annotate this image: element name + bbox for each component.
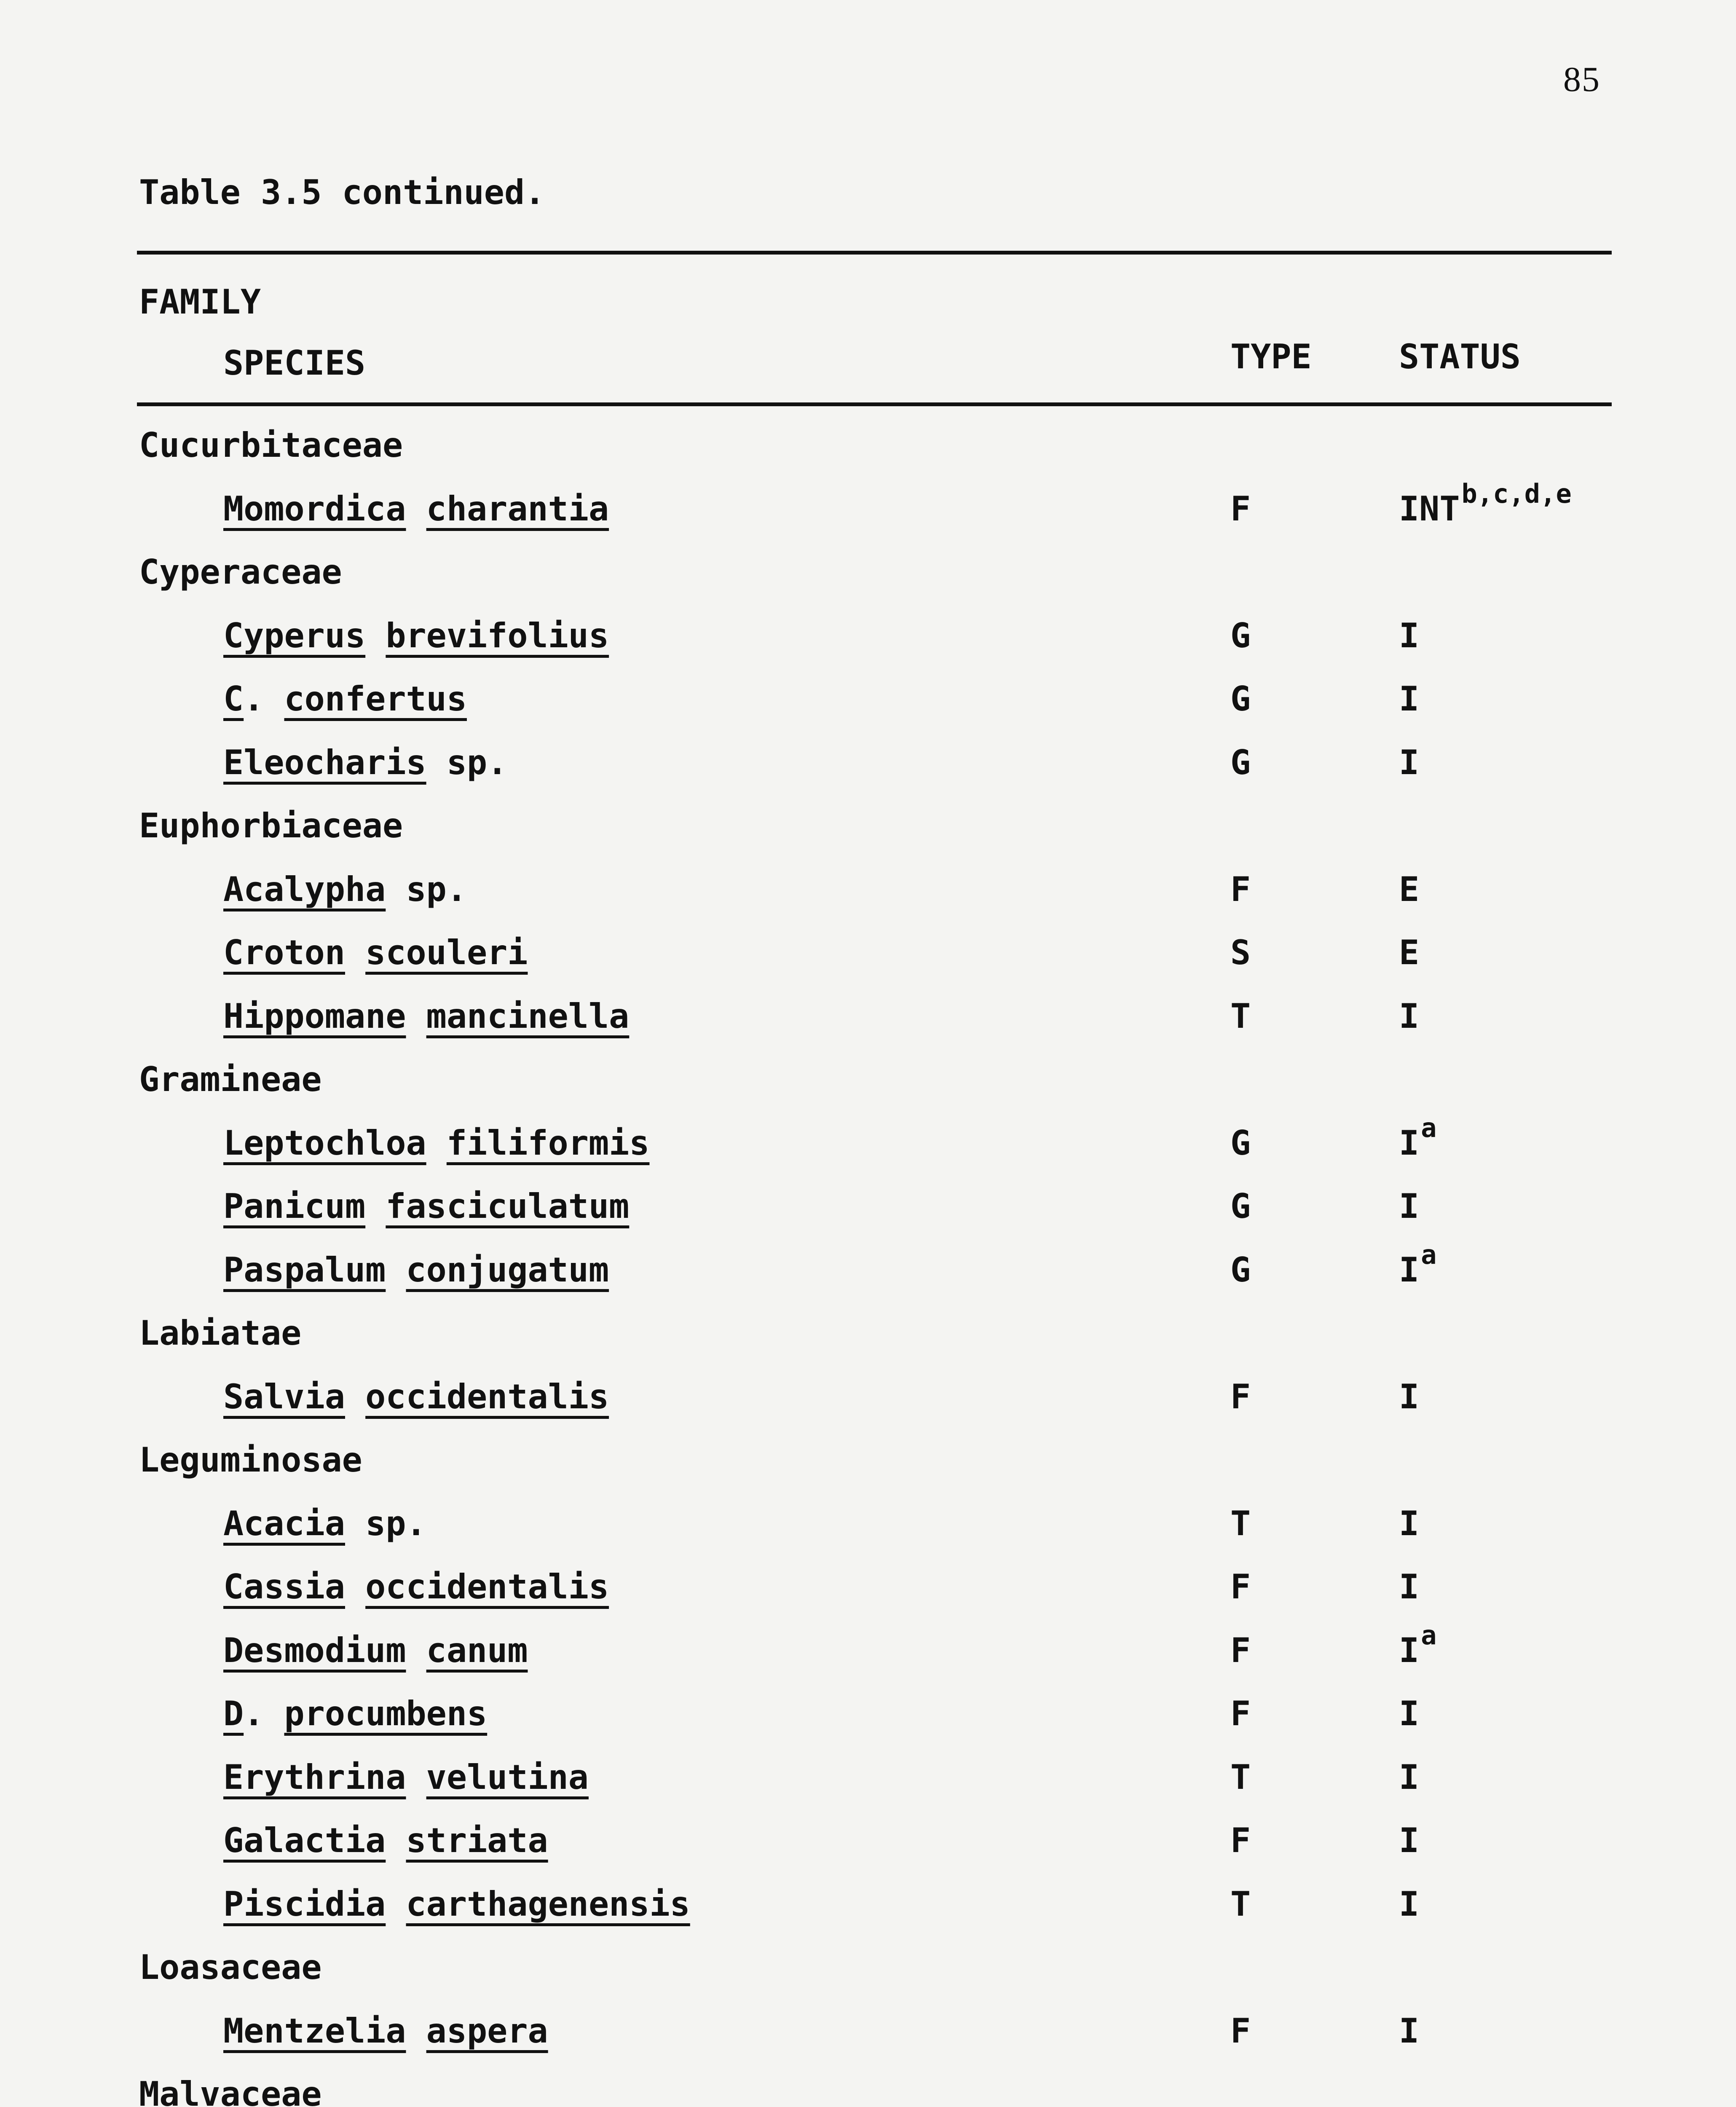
type-cell: F — [1230, 2011, 1251, 2051]
status-code: I — [1399, 679, 1420, 718]
status-code: I — [1399, 1567, 1420, 1606]
species-name — [223, 1821, 548, 1860]
species-name — [223, 1885, 690, 1924]
status-cell — [1399, 1885, 1419, 1924]
status-cell — [1399, 2011, 1419, 2051]
name-word: scouleri — [365, 933, 528, 972]
status-code: E — [1399, 869, 1420, 909]
name-word: aspera — [426, 2011, 548, 2051]
status-code: I — [1399, 2011, 1420, 2051]
species-row — [0, 1694, 1736, 1758]
status-cell — [1399, 1377, 1419, 1416]
family-row — [0, 2075, 1736, 2107]
header-rule — [137, 402, 1612, 406]
species-name — [223, 1758, 589, 1797]
species-row — [0, 1187, 1736, 1250]
name-word: velutina — [426, 1757, 589, 1797]
name-word: conjugatum — [406, 1250, 609, 1289]
species-name — [223, 489, 609, 528]
family-row — [0, 552, 1736, 616]
type-cell: F — [1230, 869, 1251, 909]
type-cell: T — [1230, 1884, 1251, 1924]
species-name — [223, 1123, 649, 1163]
family-name: Leguminosae — [139, 1440, 362, 1480]
species-row — [0, 616, 1736, 680]
type-cell: G — [1230, 1250, 1251, 1289]
species-name — [223, 743, 507, 782]
species-name — [223, 2011, 548, 2051]
status-footnote: a — [1421, 1239, 1437, 1270]
family-name: Labiatae — [139, 1314, 302, 1353]
species-row — [0, 1758, 1736, 1821]
species-name — [223, 1631, 528, 1670]
species-row — [0, 1112, 1736, 1187]
status-cell — [1399, 478, 1572, 528]
name-word: procumbens — [284, 1694, 488, 1733]
name-word: Galactia — [223, 1821, 386, 1860]
status-cell — [1399, 1239, 1437, 1289]
species-row — [0, 933, 1736, 997]
type-cell: S — [1230, 933, 1251, 972]
name-word: Piscidia — [223, 1884, 386, 1924]
status-cell — [1399, 616, 1419, 655]
status-cell — [1399, 1821, 1419, 1860]
status-cell — [1399, 870, 1419, 909]
family-name: Euphorbiaceae — [139, 806, 403, 845]
type-cell: G — [1230, 743, 1251, 782]
name-word: fasciculatum — [386, 1187, 630, 1226]
status-cell — [1399, 997, 1419, 1036]
name-word: Paspalum — [223, 1250, 386, 1289]
species-row — [0, 997, 1736, 1060]
family-row — [0, 1948, 1736, 2011]
name-word: Erythrina — [223, 1757, 406, 1797]
status-footnote: b,c,d,e — [1461, 478, 1572, 509]
name-word: confertus — [284, 679, 467, 718]
family-row — [0, 1314, 1736, 1377]
type-cell: F — [1230, 1821, 1251, 1860]
species-name — [223, 1504, 426, 1543]
status-code: I — [1399, 1821, 1420, 1860]
name-word: carthagenensis — [406, 1884, 690, 1924]
status-cell — [1399, 679, 1419, 718]
species-row — [0, 1619, 1736, 1694]
status-code: I — [1399, 1187, 1420, 1226]
type-cell: F — [1230, 1567, 1251, 1606]
species-row — [0, 743, 1736, 807]
type-cell: T — [1230, 1504, 1251, 1543]
genus-abbrev: C — [223, 679, 244, 718]
species-name — [223, 1694, 487, 1733]
species-row — [0, 1377, 1736, 1441]
status-code: I — [1399, 1504, 1420, 1543]
species-name — [223, 1567, 609, 1606]
header-type: TYPE — [1230, 337, 1312, 376]
type-cell: G — [1230, 679, 1251, 718]
name-word: Cyperus — [223, 616, 366, 655]
type-cell: F — [1230, 489, 1251, 528]
status-code: I — [1399, 1694, 1420, 1733]
family-row — [0, 1060, 1736, 1123]
name-word: Acacia — [223, 1504, 345, 1543]
table-top-rule — [137, 251, 1612, 255]
status-code: I — [1399, 1757, 1420, 1797]
species-row — [0, 1821, 1736, 1885]
status-code: I — [1399, 743, 1420, 782]
status-cell — [1399, 1758, 1419, 1797]
name-word: Momordica — [223, 489, 406, 528]
status-cell — [1399, 1187, 1419, 1226]
type-cell: G — [1230, 616, 1251, 655]
species-row — [0, 1567, 1736, 1631]
species-row — [0, 679, 1736, 743]
species-row — [0, 1885, 1736, 1948]
header-family: FAMILY — [139, 282, 261, 322]
status-code: I — [1399, 1630, 1420, 1670]
family-name: Malvaceae — [139, 2075, 322, 2107]
status-cell — [1399, 1504, 1419, 1543]
name-word: brevifolius — [386, 616, 609, 655]
name-word: canum — [426, 1630, 528, 1670]
species-row — [0, 1504, 1736, 1568]
status-code: I — [1399, 616, 1420, 655]
status-footnote: a — [1421, 1112, 1437, 1143]
name-qualifier: sp. — [446, 743, 508, 782]
species-name — [223, 1250, 609, 1289]
name-word: Croton — [223, 933, 345, 972]
genus-abbrev: D — [223, 1694, 244, 1733]
name-qualifier: sp. — [406, 869, 467, 909]
species-row — [0, 478, 1736, 553]
family-row — [0, 806, 1736, 870]
name-word: Panicum — [223, 1187, 366, 1226]
name-word: filiformis — [446, 1123, 650, 1163]
table-caption: Table 3.5 continued. — [139, 173, 545, 212]
genus-abbrev-group: D. — [223, 1694, 264, 1733]
family-name: Cyperaceae — [139, 552, 342, 592]
status-cell — [1399, 743, 1419, 782]
type-cell: F — [1230, 1377, 1251, 1416]
name-word: Hippomane — [223, 996, 406, 1036]
status-cell — [1399, 933, 1419, 972]
species-row — [0, 2011, 1736, 2075]
status-code: I — [1399, 1377, 1420, 1416]
status-cell — [1399, 1112, 1437, 1163]
type-cell: T — [1230, 1757, 1251, 1797]
name-word: Mentzelia — [223, 2011, 406, 2051]
family-name: Loasaceae — [139, 1948, 322, 1987]
name-word: mancinella — [426, 996, 630, 1036]
header-species: SPECIES — [223, 343, 366, 383]
name-word: Desmodium — [223, 1630, 406, 1670]
status-code: E — [1399, 933, 1420, 972]
species-name — [223, 1187, 629, 1226]
species-row — [0, 1239, 1736, 1314]
species-name — [223, 933, 528, 972]
status-cell — [1399, 1694, 1419, 1733]
name-word: occidentalis — [365, 1377, 609, 1416]
name-word: Cassia — [223, 1567, 345, 1606]
species-name — [223, 997, 629, 1036]
genus-abbrev-group: C. — [223, 679, 264, 718]
name-word: Leptochloa — [223, 1123, 426, 1163]
status-code: I — [1399, 996, 1420, 1036]
name-word: striata — [406, 1821, 548, 1860]
name-word: occidentalis — [365, 1567, 609, 1606]
status-footnote: a — [1421, 1619, 1437, 1651]
name-word: charantia — [426, 489, 609, 528]
type-cell: T — [1230, 996, 1251, 1036]
family-row — [0, 1440, 1736, 1504]
status-code: I — [1399, 1250, 1420, 1289]
species-name — [223, 679, 467, 718]
species-table-body — [0, 426, 1736, 2107]
species-row — [0, 870, 1736, 933]
status-code: INT — [1399, 489, 1460, 528]
species-name — [223, 616, 609, 655]
page-number: 85 — [1563, 60, 1600, 99]
status-cell — [1399, 1567, 1419, 1606]
status-code: I — [1399, 1884, 1420, 1924]
name-word: Salvia — [223, 1377, 345, 1416]
name-word: Eleocharis — [223, 743, 426, 782]
header-status: STATUS — [1399, 337, 1521, 376]
type-cell: F — [1230, 1630, 1251, 1670]
type-cell: G — [1230, 1187, 1251, 1226]
type-cell: F — [1230, 1694, 1251, 1733]
name-word: Acalypha — [223, 869, 386, 909]
species-name — [223, 1377, 609, 1416]
family-name: Gramineae — [139, 1060, 322, 1099]
status-code: I — [1399, 1123, 1420, 1163]
type-cell: G — [1230, 1123, 1251, 1163]
status-cell — [1399, 1619, 1437, 1670]
family-name: Cucurbitaceae — [139, 426, 403, 465]
species-name — [223, 870, 467, 909]
name-qualifier: sp. — [365, 1504, 426, 1543]
